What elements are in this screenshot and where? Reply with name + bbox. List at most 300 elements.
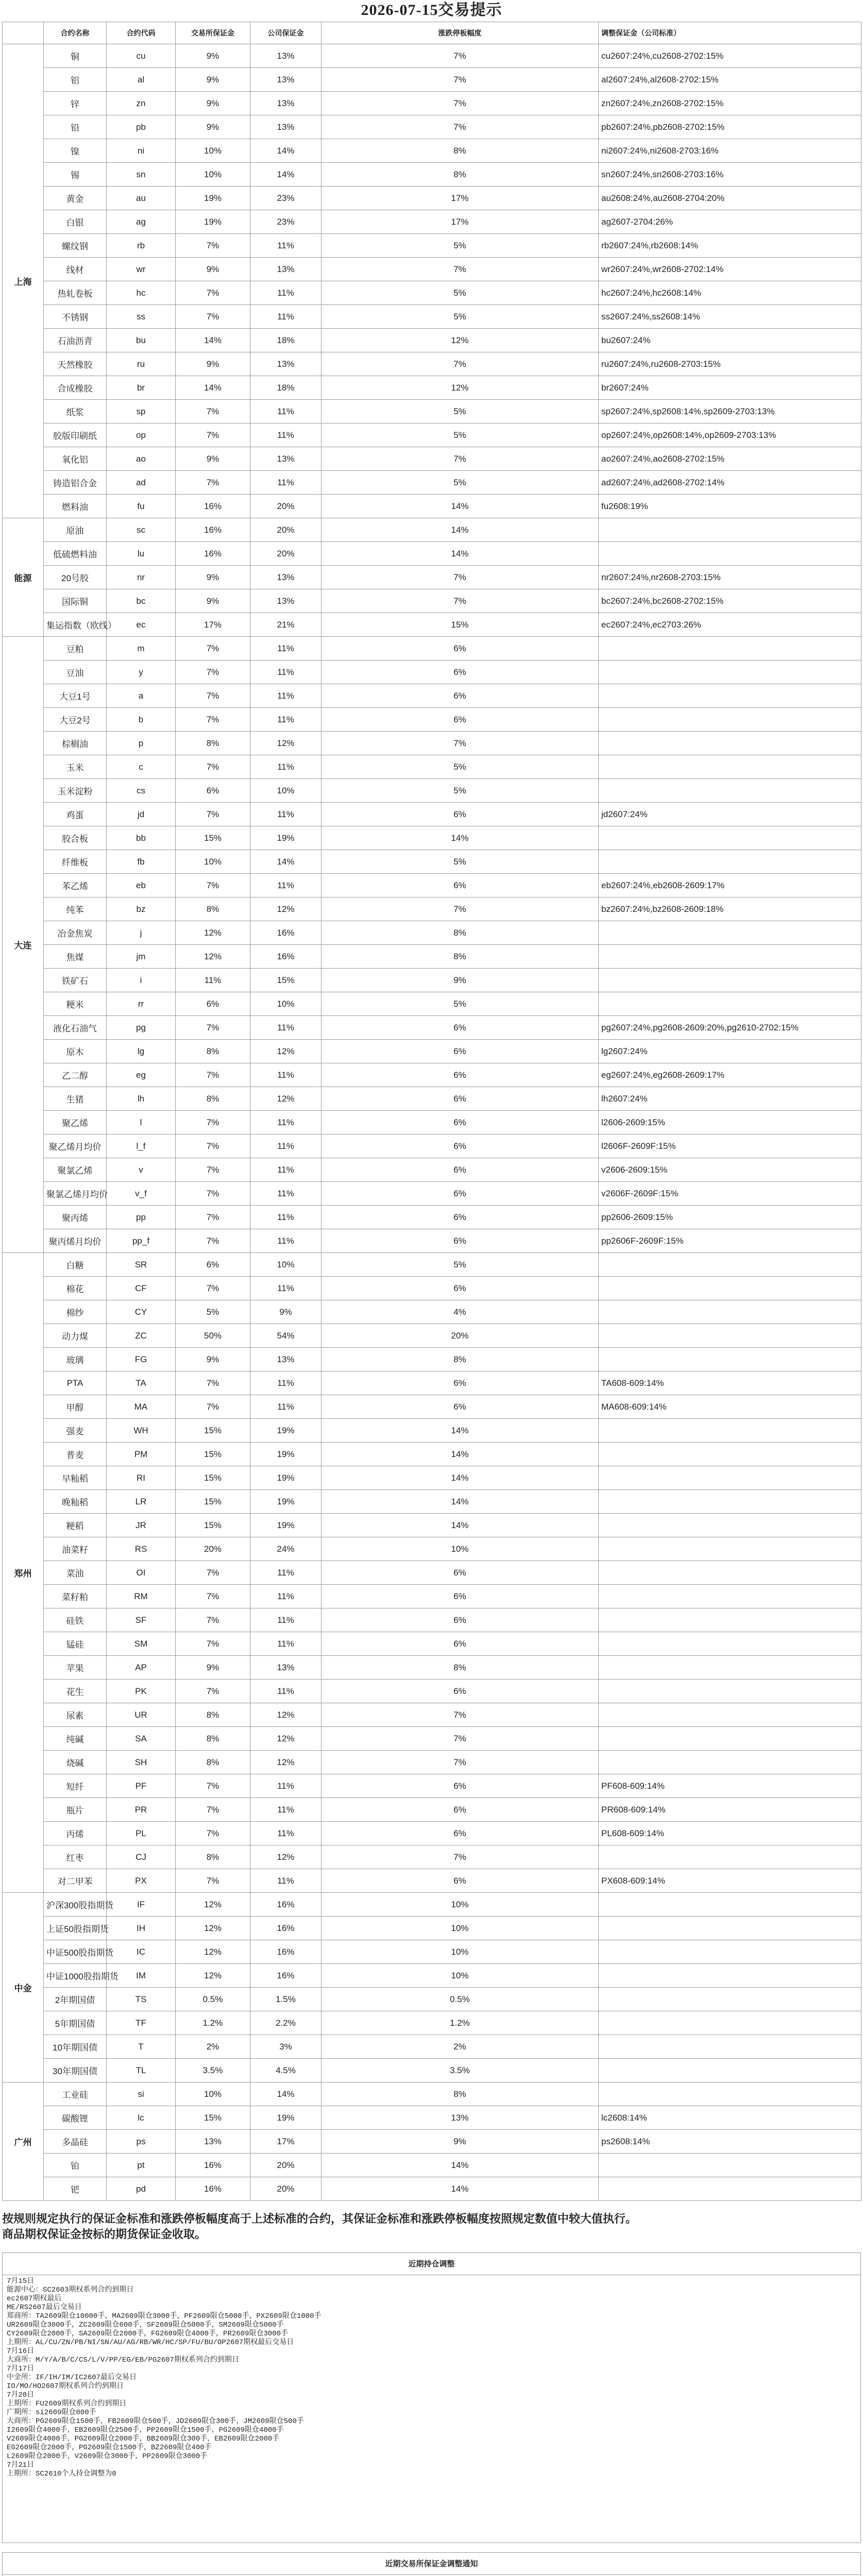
price-limit: 12% — [321, 329, 599, 352]
company-margin: 11% — [250, 637, 321, 660]
adjusted-margin: nr2607:24%,nr2608-2703:15% — [599, 566, 861, 589]
contract-code: si — [107, 2082, 176, 2106]
price-limit: 6% — [321, 1632, 599, 1656]
price-limit: 8% — [321, 163, 599, 187]
contract-code: SF — [107, 1608, 176, 1632]
table-row — [3, 755, 861, 779]
company-margin: 19% — [250, 826, 321, 850]
adjusted-margin — [599, 2035, 861, 2059]
exchange-margin: 9% — [176, 566, 250, 589]
contract-name: 多晶硅 — [44, 2130, 107, 2154]
adjusted-margin: eb2607:24%,eb2608-2609:17% — [599, 874, 861, 897]
contract-name: 国际铜 — [44, 589, 107, 613]
company-margin: 2.2% — [250, 2011, 321, 2035]
contract-name: 豆油 — [44, 660, 107, 684]
adjusted-margin: PF608-609:14% — [599, 1774, 861, 1798]
contract-code: PR — [107, 1798, 176, 1822]
adjusted-margin: v2606-2609:15% — [599, 1158, 861, 1182]
header-exchange — [3, 22, 44, 44]
exchange-margin: 7% — [176, 1395, 250, 1419]
exchange-margin: 7% — [176, 1111, 250, 1134]
exchange-margin: 8% — [176, 1727, 250, 1751]
contract-code: rb — [107, 234, 176, 258]
exchange-margin: 7% — [176, 1561, 250, 1585]
adjusted-margin — [599, 1466, 861, 1490]
price-limit: 5% — [321, 779, 599, 803]
contract-name: 强麦 — [44, 1419, 107, 1443]
adjusted-margin — [599, 1632, 861, 1656]
contract-code: l — [107, 1111, 176, 1134]
adjusted-margin: l2606-2609:15% — [599, 1111, 861, 1134]
company-margin: 13% — [250, 68, 321, 92]
company-margin: 23% — [250, 210, 321, 234]
price-limit: 6% — [321, 1277, 599, 1300]
exchange-margin: 9% — [176, 258, 250, 281]
table-row — [3, 2082, 861, 2106]
exchange-margin: 9% — [176, 352, 250, 376]
table-row — [3, 423, 861, 447]
adjusted-margin — [599, 1608, 861, 1632]
company-margin: 14% — [250, 2082, 321, 2106]
price-limit: 7% — [321, 732, 599, 755]
contract-code: sp — [107, 400, 176, 423]
contract-code: ec — [107, 613, 176, 637]
contract-name: 丙烯 — [44, 1822, 107, 1845]
company-margin: 13% — [250, 1656, 321, 1680]
adjusted-margin: sp2607:24%,sp2608:14%,sp2609-2703:13% — [599, 400, 861, 423]
price-limit: 6% — [321, 1561, 599, 1585]
contract-code: bz — [107, 897, 176, 921]
company-margin: 11% — [250, 1585, 321, 1608]
table-row — [3, 92, 861, 115]
contract-code: al — [107, 68, 176, 92]
adjusted-margin — [599, 1703, 861, 1727]
exchange-margin: 7% — [176, 1798, 250, 1822]
contract-name: 胶版印刷纸 — [44, 423, 107, 447]
contract-code: zn — [107, 92, 176, 115]
contract-name: 苯乙烯 — [44, 874, 107, 897]
table-row — [3, 1632, 861, 1656]
adjusted-margin: lc2608:14% — [599, 2106, 861, 2130]
company-margin: 11% — [250, 1774, 321, 1798]
contract-code: nr — [107, 566, 176, 589]
contract-code: bb — [107, 826, 176, 850]
adjusted-margin — [599, 637, 861, 660]
adjusted-margin — [599, 1680, 861, 1703]
contract-code: ad — [107, 471, 176, 495]
exchange-margin: 16% — [176, 495, 250, 518]
price-limit: 6% — [321, 1395, 599, 1419]
contract-code: IH — [107, 1917, 176, 1940]
company-margin: 16% — [250, 921, 321, 945]
company-margin: 20% — [250, 2154, 321, 2177]
table-row — [3, 352, 861, 376]
contract-name: 中证500股指期货 — [44, 1940, 107, 1964]
contract-name: 5年期国债 — [44, 2011, 107, 2035]
contract-code: PL — [107, 1822, 176, 1845]
exchange-margin: 12% — [176, 1940, 250, 1964]
exchange-margin: 9% — [176, 115, 250, 139]
exchange-margin: 7% — [176, 637, 250, 660]
table-row — [3, 1680, 861, 1703]
exchange-margin: 7% — [176, 423, 250, 447]
company-margin: 11% — [250, 660, 321, 684]
margin-table — [2, 22, 861, 2201]
adjusted-margin — [599, 1751, 861, 1774]
contract-name: 低硫燃料油 — [44, 542, 107, 566]
price-limit: 0.5% — [321, 1988, 599, 2011]
contract-code: m — [107, 637, 176, 660]
price-limit: 17% — [321, 210, 599, 234]
adjusted-margin: ru2607:24%,ru2608-2703:15% — [599, 352, 861, 376]
contract-code: p — [107, 732, 176, 755]
table-row — [3, 1324, 861, 1348]
table-row — [3, 1063, 861, 1087]
adjusted-margin: ad2607:24%,ad2608-2702:14% — [599, 471, 861, 495]
price-limit: 14% — [321, 1466, 599, 1490]
adjusted-margin: pb2607:24%,pb2608-2702:15% — [599, 115, 861, 139]
price-limit: 20% — [321, 1324, 599, 1348]
contract-name: 石油沥青 — [44, 329, 107, 352]
company-margin: 16% — [250, 1893, 321, 1917]
table-row — [3, 187, 861, 210]
company-margin: 20% — [250, 518, 321, 542]
adjusted-margin — [599, 1988, 861, 2011]
adjusted-margin: zn2607:24%,zn2608-2702:15% — [599, 92, 861, 115]
table-row — [3, 68, 861, 92]
exchange-margin: 0.5% — [176, 1988, 250, 2011]
price-limit: 6% — [321, 874, 599, 897]
exchange-label: 中金 — [3, 1893, 44, 2082]
contract-code: TF — [107, 2011, 176, 2035]
contract-code: RI — [107, 1466, 176, 1490]
contract-name: 普麦 — [44, 1443, 107, 1466]
contract-code: UR — [107, 1703, 176, 1727]
contract-code: i — [107, 969, 176, 992]
price-limit: 2% — [321, 2035, 599, 2059]
exchange-margin: 9% — [176, 589, 250, 613]
exchange-margin: 7% — [176, 1585, 250, 1608]
company-margin: 13% — [250, 352, 321, 376]
price-limit: 5% — [321, 234, 599, 258]
exchange-margin: 13% — [176, 2130, 250, 2154]
company-margin: 12% — [250, 1040, 321, 1063]
company-margin: 11% — [250, 1798, 321, 1822]
contract-name: 花生 — [44, 1680, 107, 1703]
company-margin: 16% — [250, 1964, 321, 1988]
contract-name: 鸡蛋 — [44, 803, 107, 826]
exchange-label: 能源 — [3, 518, 44, 637]
contract-name: 镍 — [44, 139, 107, 163]
table-row — [3, 1443, 861, 1466]
adjusted-margin: l2606F-2609F:15% — [599, 1134, 861, 1158]
price-limit: 6% — [321, 1040, 599, 1063]
price-limit: 6% — [321, 1774, 599, 1798]
adjusted-margin: bc2607:24%,bc2608-2702:15% — [599, 589, 861, 613]
table-row — [3, 163, 861, 187]
adjusted-margin — [599, 732, 861, 755]
contract-code: WH — [107, 1419, 176, 1443]
contract-code: MA — [107, 1395, 176, 1419]
adjusted-margin: ao2607:24%,ao2608-2702:15% — [599, 447, 861, 471]
company-margin: 23% — [250, 187, 321, 210]
company-margin: 11% — [250, 1016, 321, 1040]
exchange-margin: 5% — [176, 1300, 250, 1324]
exchange-margin: 14% — [176, 329, 250, 352]
price-limit: 7% — [321, 1845, 599, 1869]
adjusted-margin: ps2608:14% — [599, 2130, 861, 2154]
price-limit: 7% — [321, 115, 599, 139]
exchange-margin: 7% — [176, 1229, 250, 1253]
contract-code: fu — [107, 495, 176, 518]
company-margin: 19% — [250, 1490, 321, 1514]
exchange-margin: 7% — [176, 1134, 250, 1158]
contract-name: 焦煤 — [44, 945, 107, 969]
price-limit: 5% — [321, 423, 599, 447]
contract-name: 玻璃 — [44, 1348, 107, 1371]
exchange-margin: 2% — [176, 2035, 250, 2059]
table-row — [3, 1277, 861, 1300]
contract-name: 大豆1号 — [44, 684, 107, 708]
adjusted-margin: fu2608:19% — [599, 495, 861, 518]
contract-name: 粳稻 — [44, 1514, 107, 1537]
company-margin: 20% — [250, 2177, 321, 2201]
contract-code: ru — [107, 352, 176, 376]
contract-name: 大豆2号 — [44, 708, 107, 732]
exchange-margin: 15% — [176, 1419, 250, 1443]
exchange-label: 上海 — [3, 44, 44, 518]
company-margin: 19% — [250, 1466, 321, 1490]
company-margin: 11% — [250, 1608, 321, 1632]
adjusted-margin: au2608:24%,au2608-2704:20% — [599, 187, 861, 210]
table-row — [3, 660, 861, 684]
contract-code: IF — [107, 1893, 176, 1917]
exchange-margin: 11% — [176, 969, 250, 992]
table-row — [3, 2035, 861, 2059]
contract-code: cu — [107, 44, 176, 68]
table-row — [3, 1774, 861, 1798]
company-margin: 11% — [250, 1158, 321, 1182]
price-limit: 5% — [321, 305, 599, 329]
company-margin: 11% — [250, 1680, 321, 1703]
table-row — [3, 1040, 861, 1063]
adjusted-margin — [599, 708, 861, 732]
company-margin: 11% — [250, 1182, 321, 1206]
contract-name: 30年期国债 — [44, 2059, 107, 2082]
exchange-label: 郑州 — [3, 1253, 44, 1893]
exchange-margin: 7% — [176, 1632, 250, 1656]
company-margin: 19% — [250, 1419, 321, 1443]
company-margin: 19% — [250, 1514, 321, 1537]
adjusted-margin — [599, 1324, 861, 1348]
price-limit: 14% — [321, 1443, 599, 1466]
contract-code: hc — [107, 281, 176, 305]
price-limit: 7% — [321, 589, 599, 613]
contract-name: 聚乙烯月均价 — [44, 1134, 107, 1158]
price-limit: 10% — [321, 1893, 599, 1917]
adjusted-margin — [599, 1561, 861, 1585]
contract-code: pp_f — [107, 1229, 176, 1253]
adjusted-margin: MA608-609:14% — [599, 1395, 861, 1419]
adjusted-margin: ni2607:24%,ni2608-2703:16% — [599, 139, 861, 163]
price-limit: 5% — [321, 1253, 599, 1277]
contract-name: 燃料油 — [44, 495, 107, 518]
exchange-margin: 9% — [176, 1348, 250, 1371]
adjusted-margin — [599, 1300, 861, 1324]
company-margin: 18% — [250, 329, 321, 352]
company-margin: 13% — [250, 92, 321, 115]
price-limit: 7% — [321, 1727, 599, 1751]
company-margin: 12% — [250, 1845, 321, 1869]
company-margin: 16% — [250, 1917, 321, 1940]
contract-code: rr — [107, 992, 176, 1016]
company-margin: 11% — [250, 1111, 321, 1134]
adjusted-margin — [599, 921, 861, 945]
contract-code: pt — [107, 2154, 176, 2177]
exchange-margin: 19% — [176, 187, 250, 210]
contract-code: SH — [107, 1751, 176, 1774]
company-margin: 24% — [250, 1537, 321, 1561]
exchange-margin: 12% — [176, 1893, 250, 1917]
adjusted-margin — [599, 969, 861, 992]
price-limit: 14% — [321, 1490, 599, 1514]
price-limit: 10% — [321, 1917, 599, 1940]
exchange-margin: 6% — [176, 1253, 250, 1277]
table-row — [3, 2177, 861, 2201]
contract-code: IM — [107, 1964, 176, 1988]
contract-code: T — [107, 2035, 176, 2059]
exchange-margin: 10% — [176, 2082, 250, 2106]
adjusted-margin: br2607:24% — [599, 376, 861, 400]
company-margin: 17% — [250, 2130, 321, 2154]
exchange-margin: 6% — [176, 779, 250, 803]
exchange-margin: 7% — [176, 1680, 250, 1703]
contract-code: LR — [107, 1490, 176, 1514]
contract-name: 动力煤 — [44, 1324, 107, 1348]
price-limit: 14% — [321, 1419, 599, 1443]
table-row — [3, 376, 861, 400]
contract-name: 粳米 — [44, 992, 107, 1016]
company-margin: 11% — [250, 234, 321, 258]
contract-name: 聚丙烯月均价 — [44, 1229, 107, 1253]
exchange-margin: 7% — [176, 660, 250, 684]
exchange-margin: 7% — [176, 803, 250, 826]
table-row — [3, 2154, 861, 2177]
company-margin: 11% — [250, 708, 321, 732]
price-limit: 3.5% — [321, 2059, 599, 2082]
contract-code: lh — [107, 1087, 176, 1111]
adjusted-margin: TA608-609:14% — [599, 1371, 861, 1395]
contract-name: 集运指数（欧线） — [44, 613, 107, 637]
contract-name: 尿素 — [44, 1703, 107, 1727]
contract-name: 10年期国债 — [44, 2035, 107, 2059]
company-margin: 3% — [250, 2035, 321, 2059]
adjusted-margin: ec2607:24%,ec2703:26% — [599, 613, 861, 637]
contract-code: pp — [107, 1206, 176, 1229]
exchange-margin: 16% — [176, 542, 250, 566]
company-margin: 11% — [250, 1206, 321, 1229]
adjusted-margin — [599, 779, 861, 803]
contract-name: 冶金焦炭 — [44, 921, 107, 945]
adjusted-margin — [599, 1348, 861, 1371]
company-margin: 11% — [250, 1371, 321, 1395]
adjusted-margin — [599, 1253, 861, 1277]
company-margin: 11% — [250, 803, 321, 826]
contract-name: 原油 — [44, 518, 107, 542]
price-limit: 8% — [321, 2082, 599, 2106]
company-margin: 13% — [250, 1348, 321, 1371]
adjusted-margin: jd2607:24% — [599, 803, 861, 826]
contract-code: pg — [107, 1016, 176, 1040]
price-limit: 6% — [321, 1869, 599, 1893]
company-margin: 11% — [250, 1822, 321, 1845]
company-margin: 20% — [250, 542, 321, 566]
contract-code: eb — [107, 874, 176, 897]
contract-name: 液化石油气 — [44, 1016, 107, 1040]
exchange-margin: 7% — [176, 281, 250, 305]
price-limit: 6% — [321, 637, 599, 660]
company-margin: 12% — [250, 897, 321, 921]
company-margin: 14% — [250, 850, 321, 874]
price-limit: 6% — [321, 1111, 599, 1134]
contract-name: 上证50股指期货 — [44, 1917, 107, 1940]
contract-name: 合成橡胶 — [44, 376, 107, 400]
table-row — [3, 992, 861, 1016]
company-margin: 11% — [250, 1869, 321, 1893]
company-margin: 10% — [250, 779, 321, 803]
price-limit: 8% — [321, 921, 599, 945]
contract-name: 锡 — [44, 163, 107, 187]
price-limit: 5% — [321, 400, 599, 423]
contract-name: 热轧卷板 — [44, 281, 107, 305]
exchange-label: 广州 — [3, 2082, 44, 2201]
table-row — [3, 1158, 861, 1182]
adjusted-margin — [599, 1585, 861, 1608]
exchange-margin: 7% — [176, 1016, 250, 1040]
exchange-margin: 15% — [176, 1514, 250, 1537]
table-row — [3, 1798, 861, 1822]
table-row — [3, 495, 861, 518]
company-margin: 13% — [250, 447, 321, 471]
price-limit: 7% — [321, 68, 599, 92]
adjusted-margin — [599, 1917, 861, 1940]
table-row — [3, 1514, 861, 1537]
exchange-margin: 12% — [176, 945, 250, 969]
contract-code: v_f — [107, 1182, 176, 1206]
exchange-label: 大连 — [3, 637, 44, 1253]
company-margin: 11% — [250, 1632, 321, 1656]
price-limit: 6% — [321, 1158, 599, 1182]
price-limit: 5% — [321, 850, 599, 874]
exchange-margin: 8% — [176, 1040, 250, 1063]
table-row — [3, 969, 861, 992]
contract-code: PF — [107, 1774, 176, 1798]
adjusted-margin — [599, 1443, 861, 1466]
contract-name: 烧碱 — [44, 1751, 107, 1774]
exchange-margin: 9% — [176, 44, 250, 68]
price-limit: 14% — [321, 1514, 599, 1537]
table-row — [3, 234, 861, 258]
company-margin: 54% — [250, 1324, 321, 1348]
exchange-margin: 7% — [176, 1608, 250, 1632]
contract-name: 棉花 — [44, 1277, 107, 1300]
exchange-margin-notice-title: 近期交易所保证金调整通知 — [2, 2552, 861, 2575]
price-limit: 6% — [321, 1371, 599, 1395]
exchange-margin: 12% — [176, 1917, 250, 1940]
table-row — [3, 897, 861, 921]
contract-name: 菜油 — [44, 1561, 107, 1585]
adjusted-margin — [599, 755, 861, 779]
